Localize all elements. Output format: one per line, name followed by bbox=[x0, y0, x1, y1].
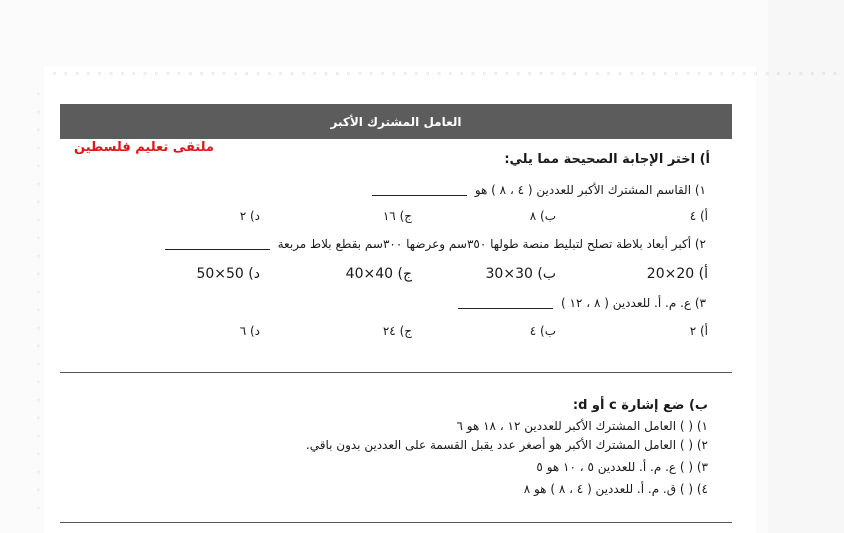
title-text: العامل المشترك الأكبر bbox=[330, 114, 462, 129]
option-c: ج) ٢٤ bbox=[382, 324, 412, 338]
section-a-heading: أ) اختر الإجابة الصحيحة مما يلي: bbox=[504, 152, 710, 167]
option-d: د) 50×50 bbox=[196, 266, 260, 282]
answer-blank bbox=[458, 298, 553, 309]
true-false-item: ٣) ( ) ع. م. أ. للعددين ٥ ، ١٠ هو ٥ bbox=[536, 460, 708, 474]
question-1-text: ١) القاسم المشترك الأكبر للعددين ( ٤ ، ٨ ) هو bbox=[474, 183, 706, 197]
watermark: ملتقى تعليم فلسطين bbox=[74, 140, 214, 155]
dotted-border-top: ◦◦◦◦◦◦◦◦◦◦◦◦◦◦◦◦◦◦◦◦◦◦◦◦◦◦◦◦◦◦◦◦◦◦◦◦◦◦◦◦◦◦◦◦◦◦◦◦◦◦◦◦◦◦◦◦◦◦◦◦◦◦◦◦◦◦◦◦◦◦ bbox=[52, 70, 844, 80]
option-d: د) ٦ bbox=[239, 324, 260, 338]
option-d: د) ٢ bbox=[239, 209, 260, 223]
question-2-text: ٢) أكبر أبعاد بلاطة تصلح لتبليط منصة طولها ٣٥٠سم وعرضها ٣٠٠سم بقطع بلاط مربعة bbox=[277, 237, 706, 251]
question-3 bbox=[458, 296, 706, 310]
option-a: أ) ٢ bbox=[689, 324, 708, 338]
option-b: ب) ٤ bbox=[529, 324, 556, 338]
divider bbox=[60, 372, 732, 373]
true-false-item: ٤) ( ) ق. م. أ. للعددين ( ٤ ، ٨ ) هو ٨ bbox=[523, 482, 708, 496]
question-1 bbox=[372, 183, 706, 197]
true-false-item: ١) ( ) العامل المشترك الأكبر للعددين ١٢ ، ١٨ هو ٦ bbox=[456, 419, 708, 433]
question-3-text: ٣) ع. م. أ. للعددين ( ٨ ، ١٢ ) bbox=[561, 296, 706, 310]
option-a: أ) ٤ bbox=[689, 209, 708, 223]
option-b: ب) ٨ bbox=[529, 209, 556, 223]
bottom-divider bbox=[60, 522, 732, 523]
question-2 bbox=[165, 237, 706, 251]
true-false-item: ٢) ( ) العامل المشترك الأكبر هو أصغر عدد يقبل القسمة على العددين بدون باقي. bbox=[305, 438, 708, 452]
option-c: ج) 40×40 bbox=[345, 266, 412, 282]
option-a: أ) 20×20 bbox=[646, 266, 708, 282]
answer-blank bbox=[372, 185, 467, 196]
dotted-border-left: ◦ ◦ ◦ ◦ ◦ ◦ ◦ ◦ ◦ ◦ ◦ ◦ ◦ ◦ ◦ ◦ ◦ ◦ ◦ ◦ ◦ ◦ ◦ ◦ bbox=[36, 90, 41, 513]
section-b-heading: ب) ضع إشارة c أو d: bbox=[572, 398, 708, 413]
answer-blank bbox=[165, 239, 270, 250]
option-b: ب) 30×30 bbox=[485, 266, 556, 282]
option-c: ج) ١٦ bbox=[382, 209, 412, 223]
page-title bbox=[60, 104, 732, 139]
